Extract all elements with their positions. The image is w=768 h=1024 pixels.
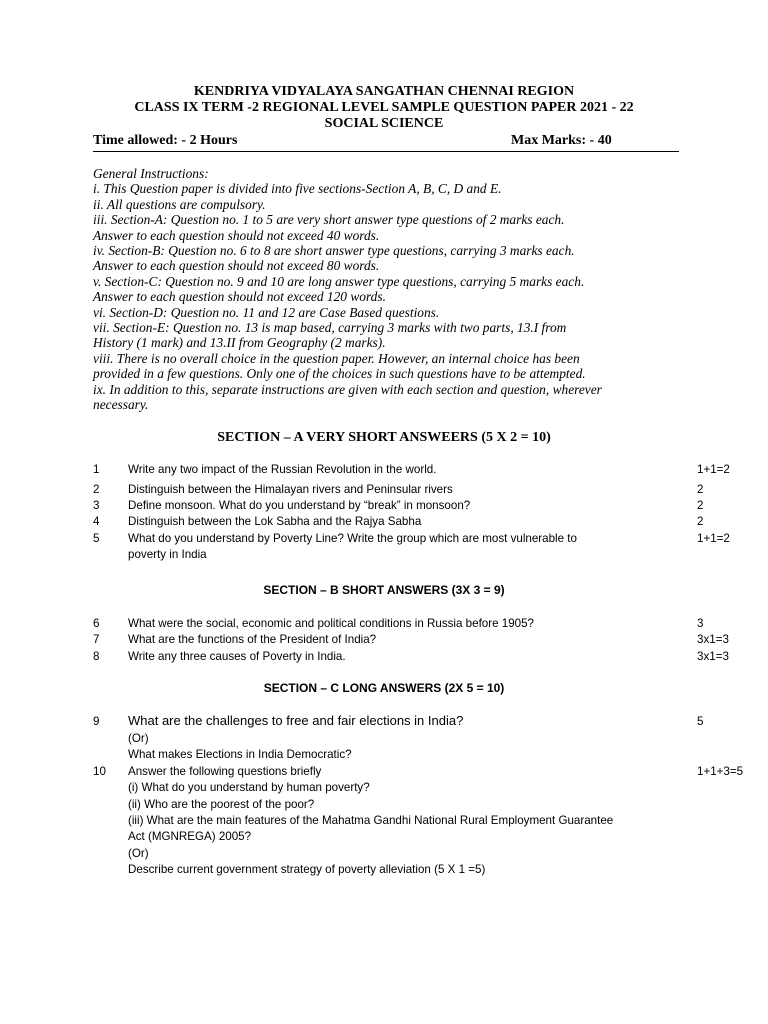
question-marks: 3x1=3 <box>697 650 729 663</box>
max-marks: Max Marks: - 40 <box>511 133 612 148</box>
question-marks: 3 <box>697 617 704 630</box>
question-number: 3 <box>93 499 100 512</box>
question-number: 6 <box>93 617 100 630</box>
question-marks: 3x1=3 <box>697 633 729 646</box>
paper-header <box>0 84 768 132</box>
sub-question: (iii) What are the main features of the Mahatma Gandhi National Rural Employment Guarantee <box>128 814 614 827</box>
question-marks: 2 <box>697 515 704 528</box>
question-marks: 2 <box>697 499 704 512</box>
question-text-continued: poverty in India <box>128 548 207 561</box>
question-number: 9 <box>93 715 100 728</box>
question-number: 1 <box>93 463 100 476</box>
or-label: (Or) <box>128 847 149 860</box>
question-marks: 1+1+3=5 <box>697 765 744 778</box>
general-instructions <box>93 166 693 413</box>
question-marks: 1+1=2 <box>697 532 730 545</box>
question-text: Distinguish between the Lok Sabha and the Rajya Sabha <box>128 515 422 528</box>
header-subject: SOCIAL SCIENCE <box>324 116 444 131</box>
question-number: 4 <box>93 515 100 528</box>
question-marks: 2 <box>697 483 704 496</box>
instruction-line: v. Section-C: Question no. 9 and 10 are long answer type questions, carrying 5 marks each. <box>93 273 585 289</box>
header-organization: KENDRIYA VIDYALAYA SANGATHAN CHENNAI REGION <box>193 84 575 99</box>
question-text: Write any three causes of Poverty in India. <box>128 650 346 663</box>
question-text: What were the social, economic and political conditions in Russia before 1905? <box>128 617 535 630</box>
question-text: Answer the following questions briefly <box>128 765 322 778</box>
header-exam-title: CLASS IX TERM -2 REGIONAL LEVEL SAMPLE QUESTION PAPER 2021 - 22 <box>134 100 634 115</box>
question-number: 7 <box>93 633 100 646</box>
or-label: (Or) <box>128 732 149 745</box>
sub-question: (ii) Who are the poorest of the poor? <box>128 798 315 811</box>
instruction-line: ii. All questions are compulsory. <box>93 196 266 212</box>
instruction-line: necessary. <box>93 397 149 413</box>
sub-question-continued: Act (MGNREGA) 2005? <box>128 830 252 843</box>
question-text: Write any two impact of the Russian Revolution in the world. <box>128 463 437 476</box>
instruction-line: provided in a few questions. Only one of the choices in such questions have to be attempted. <box>93 366 586 382</box>
instruction-line: Answer to each question should not exceed 40 words. <box>93 227 380 243</box>
alternative-question: Describe current government strategy of poverty alleviation (5 X 1 =5) <box>128 863 486 876</box>
instruction-line: viii. There is no overall choice in the question paper. However, an internal choice has been <box>93 350 580 366</box>
question-number: 5 <box>93 532 100 545</box>
section-c-heading: SECTION – C LONG ANSWERS (2X 5 = 10) <box>263 681 505 695</box>
question-number: 2 <box>93 483 100 496</box>
instruction-line: Answer to each question should not exceed 120 words. <box>93 289 386 305</box>
question-text: What are the challenges to free and fair elections in India? <box>128 713 464 728</box>
question-number: 8 <box>93 650 100 663</box>
time-marks-row <box>93 133 679 152</box>
instruction-line: i. This Question paper is divided into five sections-Section A, B, C, D and E. <box>93 181 502 197</box>
section-a-heading: SECTION – A VERY SHORT ANSWEERS (5 X 2 = 10) <box>217 430 551 445</box>
instruction-line: ix. In addition to this, separate instructions are given with each section and question, wherever <box>93 381 602 397</box>
question-number: 10 <box>93 765 106 778</box>
time-allowed: Time allowed: - 2 Hours <box>93 133 238 148</box>
instruction-line: General Instructions: <box>93 166 209 181</box>
instruction-line: Answer to each question should not exceed 80 words. <box>93 258 380 274</box>
instruction-line: iii. Section-A: Question no. 1 to 5 are very short answer type questions of 2 marks each. <box>93 212 565 228</box>
instruction-line: History (1 mark) and 13.II from Geography (2 marks). <box>93 335 386 351</box>
question-text: Define monsoon. What do you understand by “break” in monsoon? <box>128 499 471 512</box>
question-text: What do you understand by Poverty Line? Write the group which are most vulnerable to <box>128 532 577 545</box>
instruction-line: iv. Section-B: Question no. 6 to 8 are short answer type questions, carrying 3 marks each. <box>93 243 575 259</box>
instruction-line: vii. Section-E: Question no. 13 is map based, carrying 3 marks with two parts, 13.I from <box>93 320 567 336</box>
question-marks: 1+1=2 <box>697 463 730 476</box>
sub-question: (i) What do you understand by human poverty? <box>128 781 370 794</box>
question-text: Distinguish between the Himalayan rivers and Peninsular rivers <box>128 483 453 496</box>
question-marks: 5 <box>697 715 704 728</box>
section-b-heading: SECTION – B SHORT ANSWERS (3X 3 = 9) <box>263 583 505 597</box>
instruction-line: vi. Section-D: Question no. 11 and 12 are Case Based questions. <box>93 304 440 320</box>
question-text: What are the functions of the President of India? <box>128 633 377 646</box>
alternative-question: What makes Elections in India Democratic? <box>128 748 352 761</box>
